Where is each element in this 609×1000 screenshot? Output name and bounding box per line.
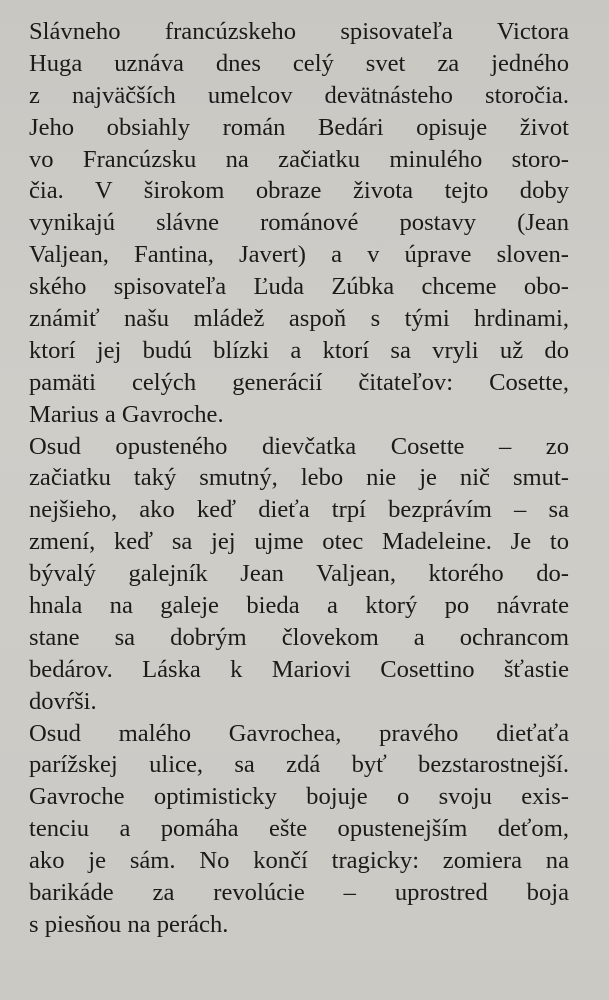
text-line: nejšieho, ako keď dieťa trpí bezprávím – sa	[29, 496, 569, 524]
text-line: s piesňou na perách.	[29, 910, 229, 938]
text-line: Osud opusteného dievčatka Cosette – zo	[29, 432, 569, 460]
text-line: vynikajú slávne románové postavy (Jean	[29, 209, 569, 237]
text-line: ktorí jej budú blízki a ktorí sa vryli už do	[29, 336, 569, 364]
text-line: bedárov. Láska k Mariovi Cosettino šťastie	[29, 655, 569, 683]
text-line: pamäti celých generácií čitateľov: Cosette,	[29, 368, 569, 396]
text-line: zmení, keď sa jej ujme otec Madeleine. Je to	[29, 528, 569, 556]
text-line: tenciu a pomáha ešte opustenejším deťom,	[29, 815, 569, 843]
text-line: Huga uznáva dnes celý svet za jedného	[29, 49, 569, 77]
text-line: začiatku taký smutný, lebo nie je nič smut-	[29, 464, 569, 492]
text-line: dovŕši.	[29, 687, 97, 715]
text-line: parížskej ulice, sa zdá byť bezstarostnejší.	[29, 751, 569, 779]
paragraph-2	[29, 431, 569, 718]
page-text	[29, 16, 569, 941]
paragraph-1	[29, 16, 569, 431]
text-line: čia. V širokom obraze života tejto doby	[29, 177, 569, 205]
text-line: barikáde za revolúcie – uprostred boja	[29, 879, 569, 907]
text-line: Slávneho francúzskeho spisovateľa Victora	[29, 18, 569, 45]
text-line: bývalý galejník Jean Valjean, ktorého do-	[29, 560, 569, 588]
paragraph-3	[29, 718, 569, 941]
text-line: Osud malého Gavrochea, pravého dieťaťa	[29, 719, 569, 747]
text-line: stane sa dobrým človekom a ochrancom	[29, 623, 569, 651]
text-line: hnala na galeje bieda a ktorý po návrate	[29, 592, 569, 620]
text-line: vo Francúzsku na začiatku minulého storo-	[29, 145, 569, 173]
text-line: známiť našu mládež aspoň s tými hrdinami,	[29, 305, 569, 333]
text-line: Marius a Gavroche.	[29, 400, 224, 428]
text-line: Gavroche optimisticky bojuje o svoju exis-	[29, 783, 569, 811]
text-line: Jeho obsiahly román Bedári opisuje život	[29, 113, 569, 141]
text-line: ského spisovateľa Ľuda Zúbka chceme obo-	[29, 273, 569, 301]
text-line: ako je sám. No končí tragicky: zomiera na	[29, 847, 569, 875]
text-line: z najväčších umelcov devätnásteho storočia.	[29, 81, 569, 109]
text-line: Valjean, Fantina, Javert) a v úprave sloven-	[29, 241, 569, 269]
